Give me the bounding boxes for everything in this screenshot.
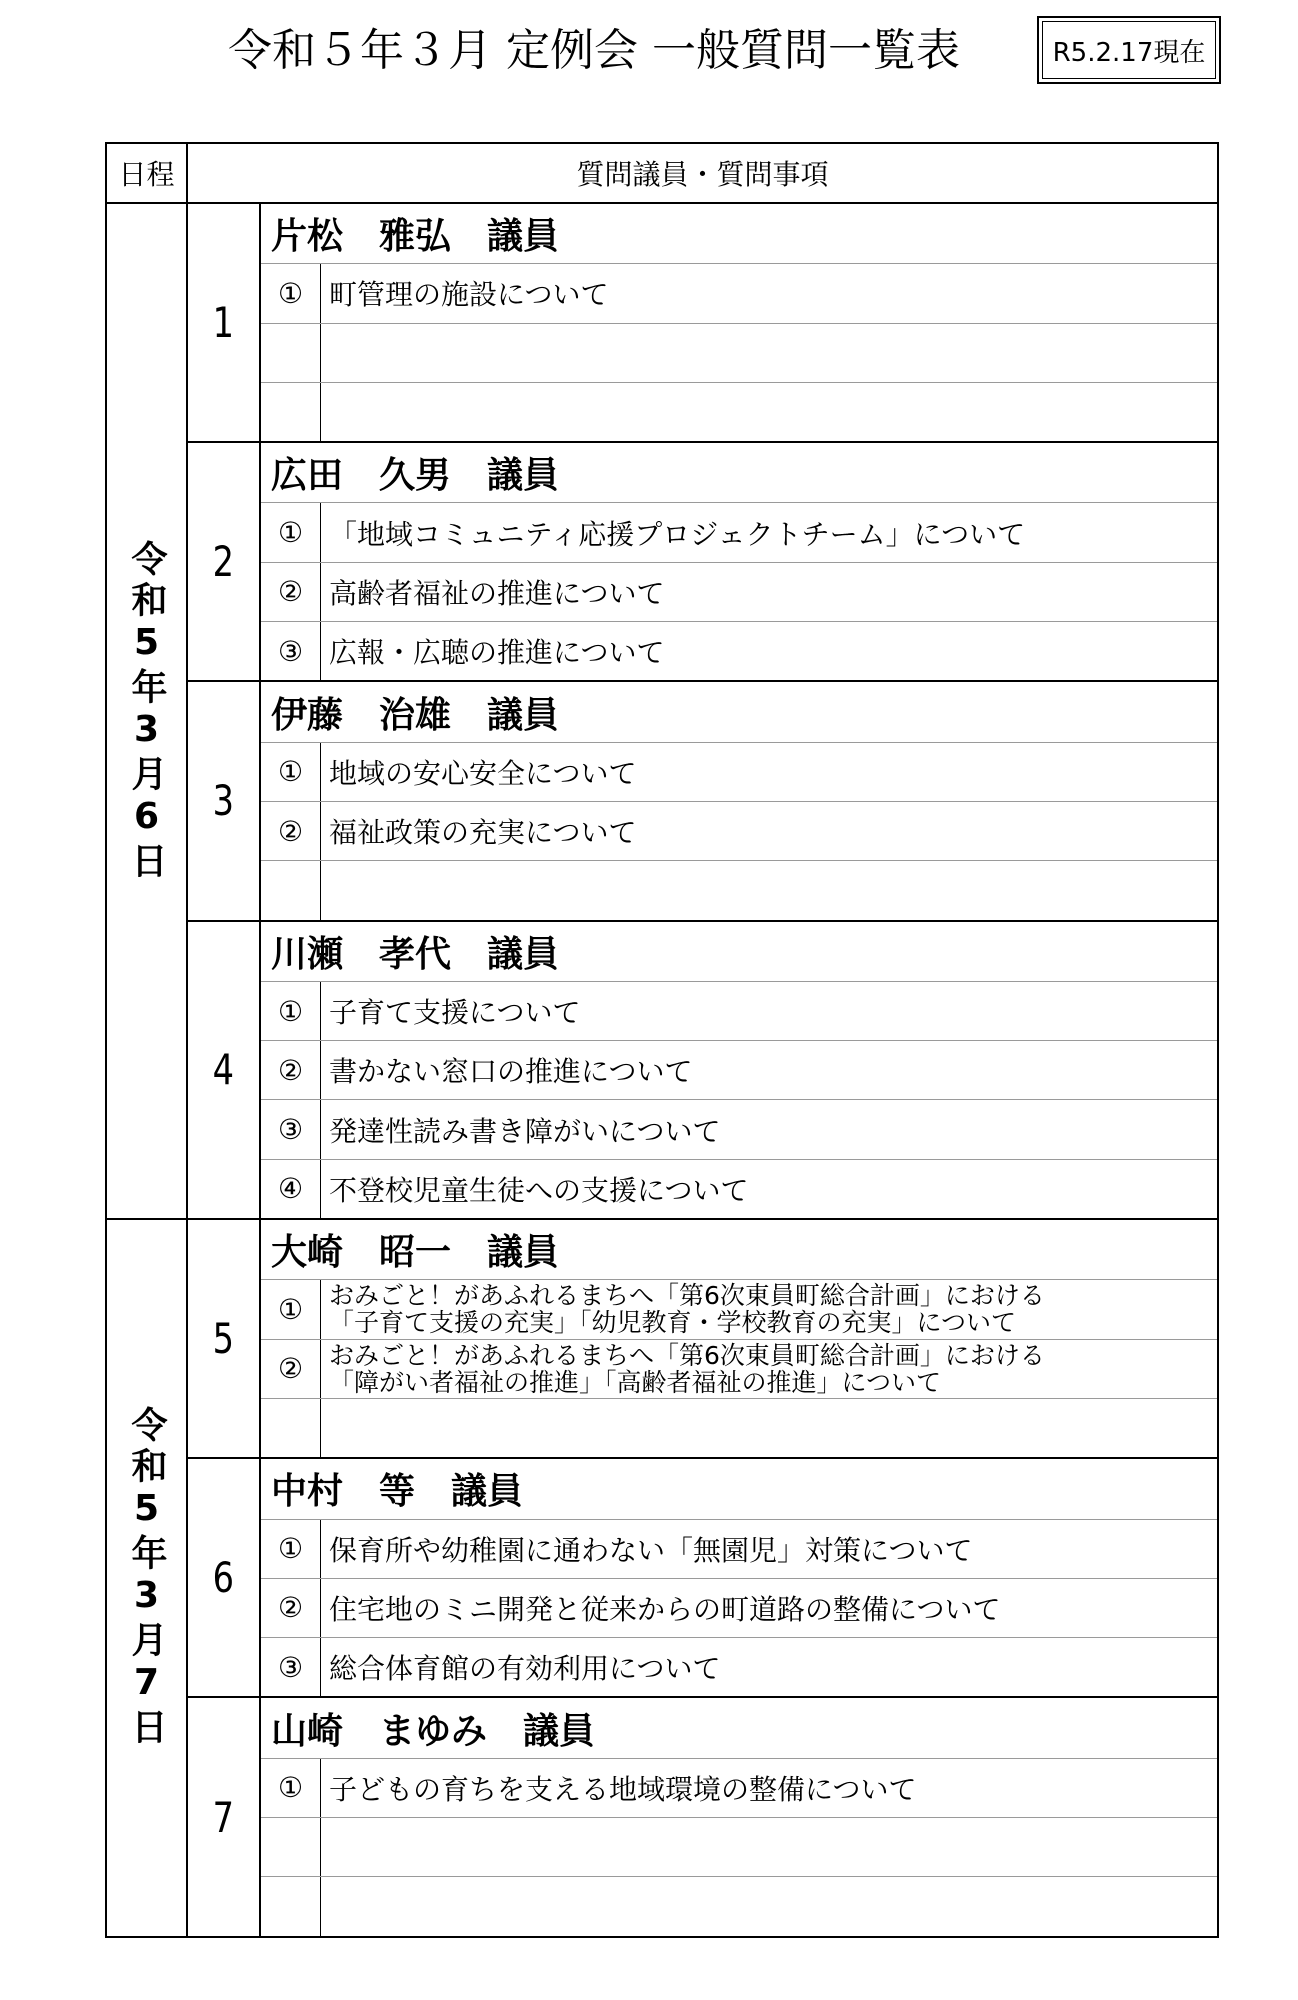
member-block bbox=[188, 1220, 1217, 1457]
question-text-empty bbox=[321, 383, 1217, 441]
member-name: 山崎 まゆみ 議員 bbox=[271, 1710, 596, 1752]
question-number: ① bbox=[261, 1280, 321, 1338]
question-row bbox=[261, 801, 1217, 860]
question-row bbox=[261, 263, 1217, 322]
question-number: ② bbox=[261, 563, 321, 621]
question-text: 総合体育館の有効利用について bbox=[329, 1652, 721, 1686]
question-number-empty bbox=[261, 861, 321, 919]
question-number: ① bbox=[261, 743, 321, 801]
question-row bbox=[261, 1099, 1217, 1158]
question-text: 広報・広聴の推進について bbox=[329, 636, 665, 670]
question-number-empty bbox=[261, 383, 321, 441]
question-number: ① bbox=[261, 264, 321, 322]
question-row bbox=[261, 1637, 1217, 1696]
question-number: ④ bbox=[261, 1160, 321, 1218]
question-text: 保育所や幼稚園に通わない「無園児」対策について bbox=[329, 1533, 973, 1567]
question-number: ① bbox=[261, 982, 321, 1040]
question-text-empty bbox=[321, 1877, 1217, 1935]
session-date-cell bbox=[107, 1220, 188, 1936]
question-row bbox=[261, 1578, 1217, 1637]
session-members bbox=[188, 204, 1217, 1218]
question-text-line-1: おみごと！があふれるまちへ「第6次東員町総合計画」における bbox=[329, 1281, 1045, 1311]
question-text-empty bbox=[321, 1399, 1217, 1457]
question-text: 福祉政策の充実について bbox=[329, 816, 637, 850]
member-block bbox=[188, 1457, 1217, 1696]
question-row-empty bbox=[261, 323, 1217, 382]
session-date: 令和5年3月6日 bbox=[126, 539, 167, 883]
member-number-cell bbox=[188, 443, 261, 680]
header-schedule: 日程 bbox=[107, 144, 188, 202]
member-block bbox=[188, 441, 1217, 680]
question-number: ② bbox=[261, 1579, 321, 1637]
question-row bbox=[261, 1758, 1217, 1817]
member-name: 大崎 昭一 議員 bbox=[271, 1232, 560, 1274]
question-row bbox=[261, 1279, 1217, 1338]
session-date-cell bbox=[107, 204, 188, 1218]
member-number: 7 bbox=[212, 1792, 235, 1842]
question-text-line-2: 「子育て支援の充実」「幼児教育・学校教育の充実」について bbox=[329, 1308, 1017, 1338]
question-text-empty bbox=[321, 1818, 1217, 1876]
question-number: ② bbox=[261, 1340, 321, 1398]
member-rows bbox=[261, 204, 1217, 441]
member-block bbox=[188, 1696, 1217, 1935]
member-number: 5 bbox=[212, 1314, 235, 1364]
question-row bbox=[261, 1519, 1217, 1578]
question-text: 書かない窓口の推進について bbox=[329, 1055, 693, 1089]
question-number-empty bbox=[261, 324, 321, 382]
header-members-questions: 質問議員・質問事項 bbox=[576, 158, 829, 191]
question-row bbox=[261, 1159, 1217, 1218]
question-row bbox=[261, 502, 1217, 561]
member-rows bbox=[261, 922, 1217, 1218]
question-number: ③ bbox=[261, 1638, 321, 1696]
question-number-empty bbox=[261, 1399, 321, 1457]
member-rows bbox=[261, 1459, 1217, 1696]
member-name: 伊藤 治雄 議員 bbox=[271, 694, 560, 736]
document-title: 令和５年３月 定例会 一般質問一覧表 bbox=[228, 25, 960, 76]
question-text: 高齢者福祉の推進について bbox=[329, 576, 665, 610]
member-rows bbox=[261, 1220, 1217, 1457]
question-row bbox=[261, 981, 1217, 1040]
question-number: ③ bbox=[261, 622, 321, 680]
question-text: 不登校児童生徒への支援について bbox=[329, 1173, 749, 1207]
member-rows bbox=[261, 682, 1217, 919]
member-number: 2 bbox=[212, 537, 235, 587]
member-rows bbox=[261, 1698, 1217, 1935]
session-day-1 bbox=[107, 204, 1217, 1218]
question-number-empty bbox=[261, 1877, 321, 1935]
question-text: 住宅地のミニ開発と従来からの町道路の整備について bbox=[329, 1592, 1001, 1626]
member-number-cell bbox=[188, 1698, 261, 1935]
question-table bbox=[105, 142, 1219, 1938]
member-number-cell bbox=[188, 1459, 261, 1696]
question-row bbox=[261, 562, 1217, 621]
question-row bbox=[261, 621, 1217, 680]
member-name: 川瀬 孝代 議員 bbox=[271, 933, 560, 975]
question-text-line-1: おみごと！があふれるまちへ「第6次東員町総合計画」における bbox=[329, 1340, 1045, 1370]
member-number-cell bbox=[188, 682, 261, 919]
member-number: 6 bbox=[212, 1553, 235, 1603]
session-members bbox=[188, 1220, 1217, 1936]
member-name: 広田 久男 議員 bbox=[271, 455, 560, 497]
question-row bbox=[261, 1040, 1217, 1099]
member-number: 1 bbox=[212, 298, 235, 348]
question-number-empty bbox=[261, 1818, 321, 1876]
session-day-2 bbox=[107, 1218, 1217, 1936]
question-row-empty bbox=[261, 1876, 1217, 1935]
question-text: 子どもの育ちを支える地域環境の整備について bbox=[329, 1772, 917, 1806]
question-number: ② bbox=[261, 802, 321, 860]
question-text-line-2: 「障がい者福祉の推進」「高齢者福祉の推進」について bbox=[329, 1367, 942, 1397]
question-text: 町管理の施設について bbox=[329, 278, 609, 312]
member-block bbox=[188, 920, 1217, 1218]
as-of-date-box bbox=[1037, 16, 1221, 84]
member-number: 3 bbox=[212, 776, 235, 826]
member-name: 片松 雅弘 議員 bbox=[271, 216, 560, 258]
member-block bbox=[188, 680, 1217, 919]
member-number: 4 bbox=[212, 1045, 235, 1095]
member-number-cell bbox=[188, 204, 261, 441]
question-text: 地域の安心安全について bbox=[329, 756, 637, 790]
as-of-date: R5.2.17現在 bbox=[1042, 21, 1216, 79]
member-number-cell bbox=[188, 1220, 261, 1457]
question-row bbox=[261, 1339, 1217, 1398]
question-row-empty bbox=[261, 1817, 1217, 1876]
question-row-empty bbox=[261, 382, 1217, 441]
question-text bbox=[321, 1280, 1217, 1338]
question-text-empty bbox=[321, 324, 1217, 382]
question-row bbox=[261, 742, 1217, 801]
member-block bbox=[188, 204, 1217, 441]
question-number: ① bbox=[261, 1520, 321, 1578]
question-text bbox=[321, 1340, 1217, 1398]
question-text: 子育て支援について bbox=[329, 996, 581, 1029]
question-row-empty bbox=[261, 1398, 1217, 1457]
question-text: 「地域コミュニティ応援プロジェクトチーム」について bbox=[329, 517, 1026, 551]
table-header bbox=[107, 144, 1217, 204]
question-number: ② bbox=[261, 1041, 321, 1099]
question-text-empty bbox=[321, 861, 1217, 919]
member-number-cell bbox=[188, 922, 261, 1218]
question-row-empty bbox=[261, 860, 1217, 919]
session-date: 令和5年3月7日 bbox=[126, 1406, 167, 1750]
question-number: ③ bbox=[261, 1100, 321, 1158]
question-text: 発達性読み書き障がいについて bbox=[329, 1114, 721, 1148]
member-rows bbox=[261, 443, 1217, 680]
question-number: ① bbox=[261, 503, 321, 561]
question-number: ① bbox=[261, 1759, 321, 1817]
member-name: 中村 等 議員 bbox=[271, 1471, 524, 1513]
